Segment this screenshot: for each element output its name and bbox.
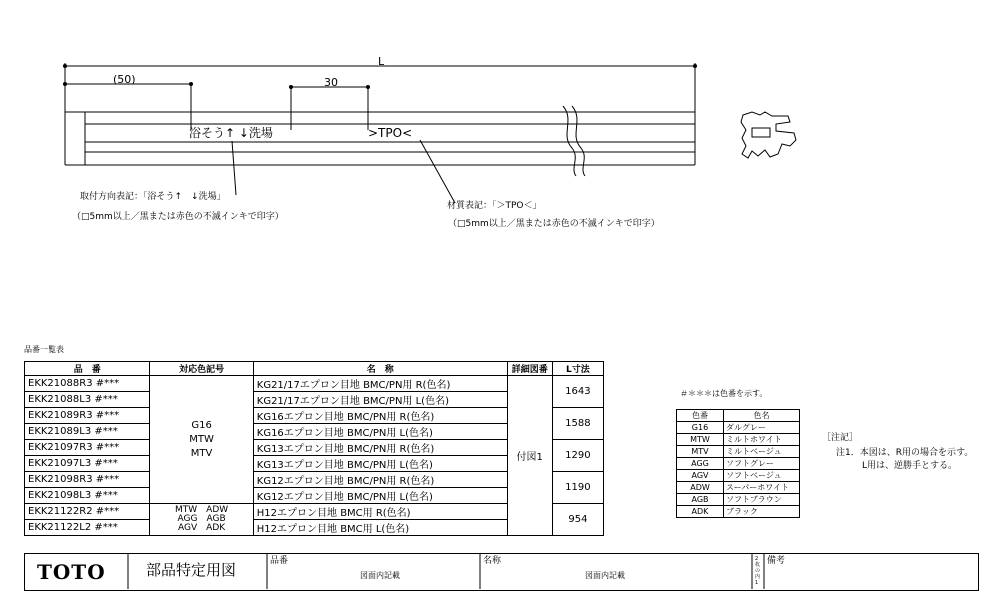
table-row (677, 422, 800, 434)
part-name: KG16エプロン目地 BMC/PN用 R(色名) (253, 408, 507, 424)
note-direction-sub: （□5mm以上／黒または赤色の不滅インキで印字） (72, 212, 284, 222)
table-row (677, 494, 800, 506)
part-number: EKK21097R3 #*** (25, 440, 150, 456)
dim-label-offset: (50) (113, 73, 136, 86)
cross-section-slot (752, 128, 770, 137)
detail-ref: 付図1 (507, 376, 552, 536)
color-name: ソフトベージュ (724, 470, 800, 482)
part-name: H12エプロン目地 BMC用 L(色名) (253, 520, 507, 536)
parts-table (24, 361, 604, 536)
part-name: KG21/17エプロン目地 BMC/PN用 R(色名) (253, 376, 507, 392)
label-part-no: 品番 (270, 556, 289, 566)
table-row (25, 376, 604, 392)
doc-type: 部品特定用図 (146, 561, 237, 579)
table-row (677, 458, 800, 470)
color-note: ＃＊＊＊は色番を示す。 (680, 389, 768, 398)
note-material-sub: （□5mm以上／黒または赤色の不滅インキで印字） (448, 219, 660, 229)
header-name: 名 称 (253, 362, 507, 376)
part-number: EKK21088R3 #*** (25, 376, 150, 392)
part-number: EKK21122R2 #*** (25, 504, 150, 520)
label-remarks: 備考 (767, 556, 786, 566)
color-name: ソフトグレー (724, 458, 800, 470)
parts-table-caption: 品番一覧表 (24, 345, 64, 354)
color-code: MTV (190, 447, 213, 459)
part-number: EKK21089R3 #*** (25, 408, 150, 424)
table-row (677, 434, 800, 446)
header-color-code: 色番 (677, 410, 724, 422)
color-code: AGV ADK (178, 523, 226, 533)
color-table-header (677, 410, 800, 422)
length-value: 1290 (552, 440, 603, 472)
color-name: ソフトブラウン (724, 494, 800, 506)
color-code: MTW ADW (175, 505, 229, 515)
part-name: KG12エプロン目地 BMC/PN用 L(色名) (253, 488, 507, 504)
color-code: ADK (677, 506, 724, 518)
notes-title: ［注記］ (822, 433, 859, 443)
part-name: KG21/17エプロン目地 BMC/PN用 L(色名) (253, 392, 507, 408)
part-name: KG12エプロン目地 BMC/PN用 R(色名) (253, 472, 507, 488)
color-code: AGG (677, 458, 724, 470)
part-number: EKK21088L3 #*** (25, 392, 150, 408)
color-code: ADW (677, 482, 724, 494)
color-codes-group-1 (150, 376, 253, 504)
part-name: KG16エプロン目地 BMC/PN用 L(色名) (253, 424, 507, 440)
length-value: 1643 (552, 376, 603, 408)
print-direction-marking: 浴そう↑ ↓洗場 (189, 126, 273, 140)
color-name: ミルトホワイト (724, 434, 800, 446)
header-color: 対応色記号 (150, 362, 253, 376)
color-name: ダルグレー (724, 422, 800, 434)
header-length: L寸法 (552, 362, 603, 376)
leader-material (420, 140, 455, 203)
dim-label-total: L (378, 55, 385, 68)
dim-label-gap: 30 (324, 76, 338, 89)
part-number: EKK21122L2 #*** (25, 520, 150, 536)
header-color-name: 色名 (724, 410, 800, 422)
color-code: AGB (677, 494, 724, 506)
part-number: EKK21097L3 #*** (25, 456, 150, 472)
color-code: G16 (191, 419, 212, 431)
sheet-number: 2枚の内1 (755, 556, 761, 586)
color-code: MTV (677, 446, 724, 458)
leader-direction (232, 141, 236, 195)
color-code: G16 (677, 422, 724, 434)
brand-logo: TOTO (37, 560, 106, 584)
color-table (676, 409, 800, 518)
label-name: 名称 (483, 556, 502, 566)
part-number: EKK21089L3 #*** (25, 424, 150, 440)
table-row (677, 470, 800, 482)
color-code: MTW (677, 434, 724, 446)
header-detail: 詳細図番 (507, 362, 552, 376)
table-row (677, 482, 800, 494)
table-row (677, 506, 800, 518)
length-value: 954 (552, 504, 603, 536)
part-number: EKK21098L3 #*** (25, 488, 150, 504)
part-name: KG13エプロン目地 BMC/PN用 R(色名) (253, 440, 507, 456)
color-code: AGV (677, 470, 724, 482)
part-number: EKK21098R3 #*** (25, 472, 150, 488)
parts-table-header (25, 362, 604, 376)
part-name: KG13エプロン目地 BMC/PN用 L(色名) (253, 456, 507, 472)
notes-line-1: 注1．本図は、R用の場合を示す。 (836, 448, 974, 458)
color-code: AGG AGB (177, 514, 226, 524)
table-row (677, 446, 800, 458)
note-material: 材質表記：「＞TPO＜」 (447, 201, 542, 211)
color-codes-group-2 (150, 504, 253, 536)
length-value: 1190 (552, 472, 603, 504)
color-name: ミルトベージュ (724, 446, 800, 458)
length-value: 1588 (552, 408, 603, 440)
part-name: H12エプロン目地 BMC用 R(色名) (253, 504, 507, 520)
note-direction: 取付方向表記：「浴そう↑ ↓洗場」 (80, 192, 226, 202)
print-material-marking: >TPO< (368, 126, 413, 140)
cross-section-icon (741, 112, 796, 158)
color-name: ブラック (724, 506, 800, 518)
color-name: スーパーホワイト (724, 482, 800, 494)
notes-line-2: L用は、逆勝手とする。 (862, 461, 958, 471)
name-value: 図面内記載 (585, 571, 625, 580)
part-no-value: 図面内記載 (360, 571, 400, 580)
header-part: 品 番 (25, 362, 150, 376)
color-code: MTW (189, 433, 214, 445)
